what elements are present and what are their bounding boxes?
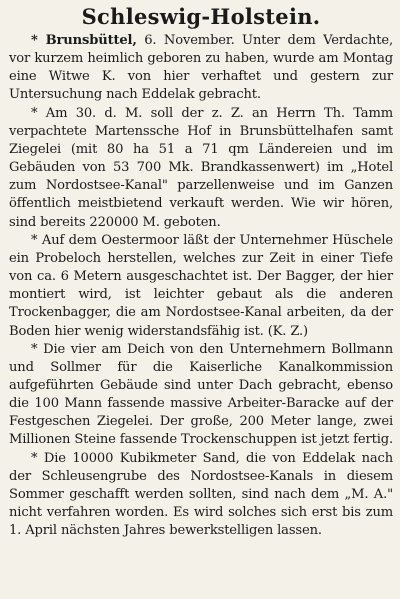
news-item-deich-gebaeude: [9, 341, 393, 450]
news-item-text: * Am 30. d. M. soll der z. Z. an Herrn Th. Tamm verpachtete Martenssche Hof in Brunsbüttelhafen samt Ziegelei (mit 80 ha 51 a 71 qm Ländereien und im Gebäuden von 53 700 Mk. Brandkassenwert) im „Hotel zum Nordostsee-Kanal" parzellenweise und im Ganzen öffentlich meistbietend verkauft werden. Wie wir hören, sind bereits 220000 M. geboten.: [9, 105, 393, 230]
section-heading: Schleswig-Holstein.: [81, 4, 321, 29]
news-item-brunsbuettel: [9, 32, 393, 105]
news-item-oestermoor: [9, 232, 393, 341]
dateline-place: * Brunsbüttel,: [31, 33, 137, 48]
news-item-sand-eddelak: [9, 450, 393, 541]
news-item-text: * Die 10000 Kubikmeter Sand, die von Eddelak nach der Schleusengrube des Nordostsee-Kanals in diesem Sommer geschafft werden sollten, sind nach dem „M. A." nicht verfahren worden. Es wird solches sich erst bis zum 1. April nächsten Jahres bewerkstelligen lassen.: [9, 450, 393, 539]
news-item-text: * Auf dem Oestermoor läßt der Unternehmer Hüschele ein Probeloch herstellen, welches zur Zeit in einer Tiefe von ca. 6 Metern ausgeschachtet ist. Der Bagger, der hier montiert wird, ist leichter gebaut als die anderen Trockenbagger, die am Nordostsee-Kanal arbeiten, da der Boden hier wenig widerstandsfähig ist. (K. Z.): [9, 232, 393, 339]
news-item-martensscher-hof: [9, 105, 393, 232]
news-item-text: * Die vier am Deich von den Unternehmern Bollmann und Sollmer für die Kaiserliche Kanalkommission aufgeführten Gebäude sind unter Dach gebracht, ebenso die 100 Mann fassende massive Arbeiter-Baracke auf der Festgeschen Ziegelei. Der große, 200 Meter lange, zwei Millionen Steine fassende Trockenschuppen ist jetzt fertig.: [9, 341, 393, 448]
news-item-text: 6. November. Unter dem Verdachte, vor kurzem heimlich geboren zu haben, wurde am Montag eine Witwe K. von hier verhaftet und gestern zur Untersuchung nach Eddelak gebracht.: [9, 33, 393, 103]
